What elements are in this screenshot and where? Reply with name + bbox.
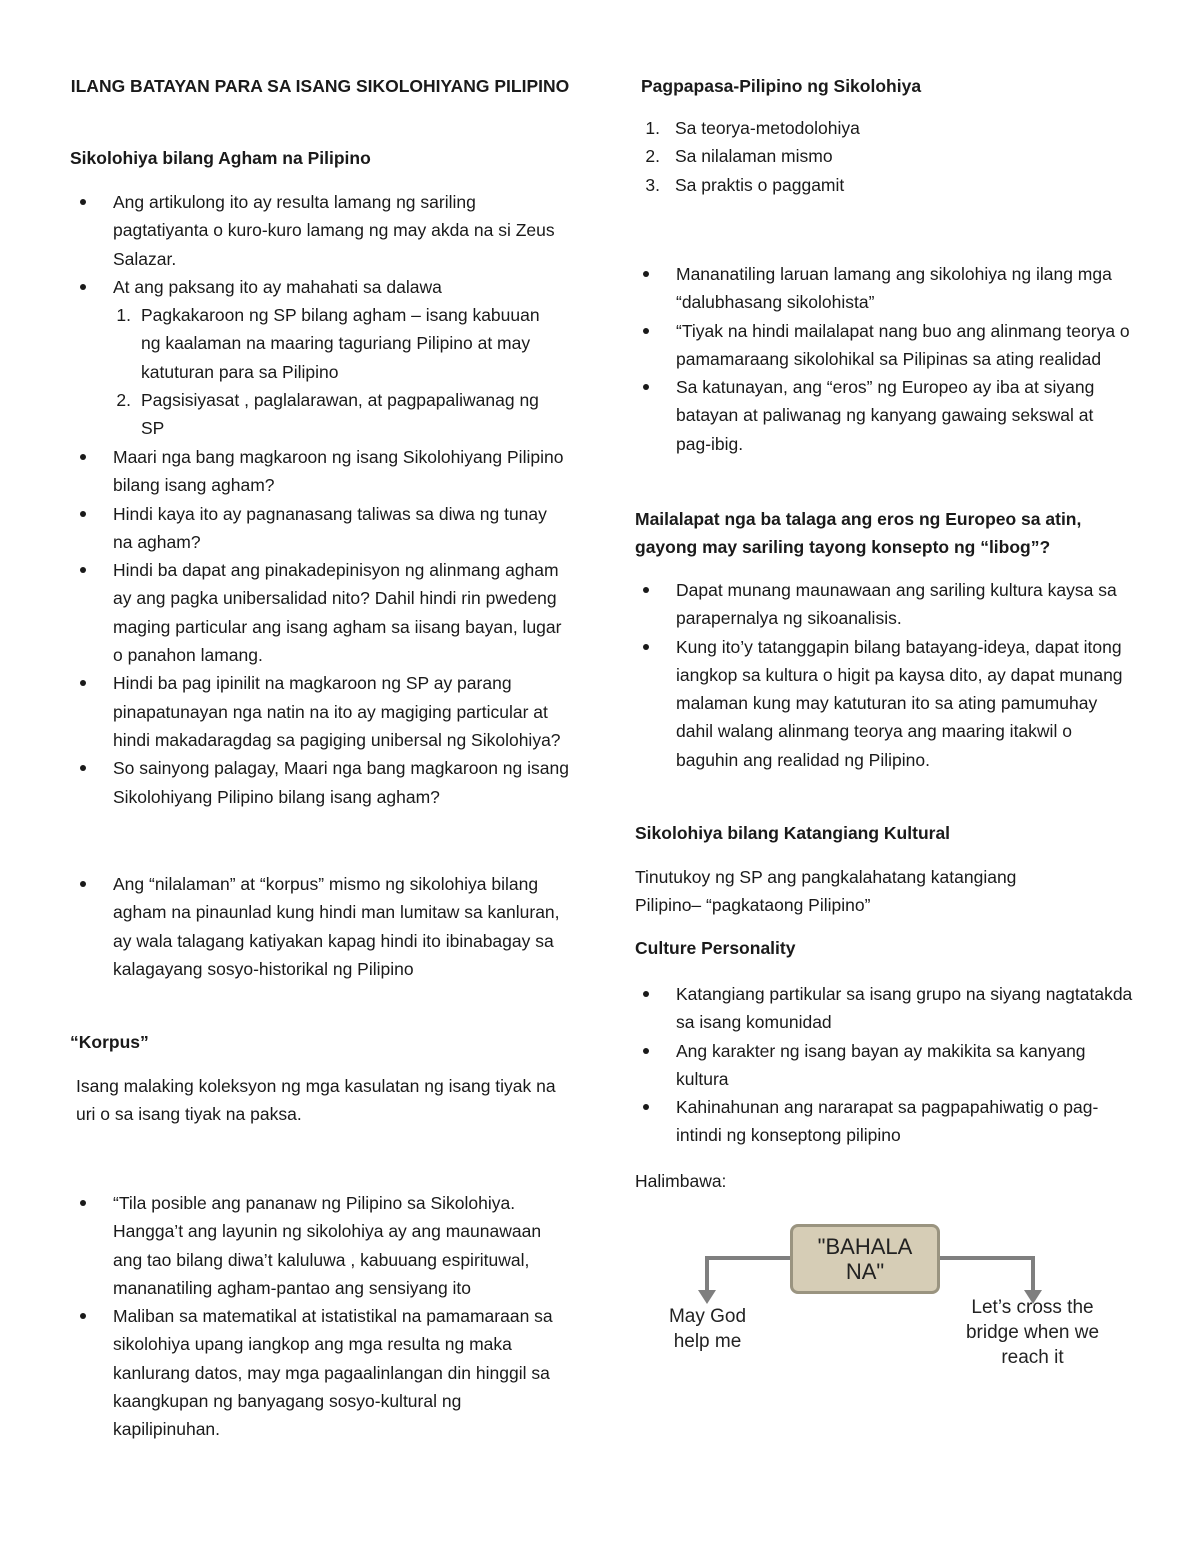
list-item: 3. Sa praktis o paggamit <box>645 174 845 195</box>
list-item: Katangiang partikular sa isang grupo na siyang nagtatakda sa isang komunidad <box>633 980 1133 1037</box>
list-item: Hindi ba dapat ang pinakadepinisyon ng alinmang agham ay ang pagka unibersalidad nito? Dahil hindi rin pwedeng maging particular ang isang agham sa iisang bayan, lugar o panahon lamang. <box>70 556 570 669</box>
list-item: Mananatiling laruan lamang ang sikolohiya ng ilang mga “dalubhasang sikolohista” <box>633 260 1133 317</box>
left-arrow-line <box>707 1258 790 1292</box>
list-item: Sa katunayan, ang “eros” ng Europeo ay iba at siyang batayan at paliwanag ng kanyang gawaing sekswal at pag-ibig. <box>633 373 1133 458</box>
bullet-list-intro <box>70 188 570 301</box>
heading-agham: Sikolohiya bilang Agham na Pilipino <box>70 148 371 168</box>
list-item: Ang karakter ng isang bayan ay makikita sa kanyang kultura <box>633 1037 1133 1094</box>
list-item: Ang artikulong ito ay resulta lamang ng sariling pagtatiyanta o kuro-kuro lamang ng may akda na si Zeus Salazar. <box>70 188 570 273</box>
heading-culture-personality: Culture Personality <box>635 938 796 958</box>
list-item: Hindi ba pag ipinilit na magkaroon ng SP ay parang pinapatunayan nga natin na ito ay magiging particular at hindi makadaragdag sa pagiging unibersal ng Sikolohiya? <box>70 669 570 754</box>
list-item: Maliban sa matematikal at istatistikal na pamamaraan sa sikolohiya upang iangkop ang mga resulta ng maka kanlurang datos, may mga pagaalinlangan din hinggil sa kaangkupan ng banyagang sosyo-kultural ng kapilipinuhan. <box>70 1302 570 1443</box>
bahala-na-diagram <box>655 1222 1125 1382</box>
bullet-list-pananaw <box>70 1189 570 1444</box>
list-item: Dapat munang maunawaan ang sariling kultura kaysa sa parapernalya ng sikoanalisis. <box>633 576 1133 633</box>
bullet-list-kultura <box>633 576 1133 774</box>
right-arrow-line <box>940 1258 1033 1292</box>
list-item: Kahinahunan ang nararapat sa pagpapahiwatig o pag-intindi ng konseptong pilipino <box>633 1093 1133 1150</box>
bahala-na-box: "BAHALA NA" <box>790 1224 940 1294</box>
numbered-list-pagpapasa <box>632 114 1132 199</box>
list-item: 1. Pagkakaroon ng SP bilang agham – isang kabuuan ng kaalaman na maaring taguriang Pilipino at may katuturan para sa Pilipino <box>116 305 540 382</box>
heading-katangiang-kultural: Sikolohiya bilang Katangiang Kultural <box>635 823 951 843</box>
list-item: 1. Sa teorya-metodolohiya <box>645 118 860 138</box>
heading-eros: Mailalapat nga ba talaga ang eros ng Europeo sa atin, gayong may sariling tayong konsepto ng “libog”? <box>635 509 1082 557</box>
numbered-sublist <box>113 301 563 442</box>
list-item: Ang “nilalaman” at “korpus” mismo ng sikolohiya bilang agham na pinaunlad kung hindi man lumitaw sa kanluran, ay wala talagang katiyakan kapag hindi ito ibinabagay sa kalagayang sosyo-historikal ng Pilipino <box>70 870 570 983</box>
left-label: May God help me <box>668 1306 747 1352</box>
list-item: “Tiyak na hindi mailalapat nang buo ang alinmang teorya o pamamaraang sikolohikal sa Pilipinas sa ating realidad <box>633 317 1133 374</box>
list-item: 2. Sa nilalaman mismo <box>645 146 833 167</box>
list-item: So sainyong palagay, Maari nga bang magkaroon ng isang Sikolohiyang Pilipino bilang isang agham? <box>70 754 570 811</box>
list-item: Maari nga bang magkaroon ng isang Sikolohiyang Pilipino bilang isang agham? <box>70 443 570 500</box>
bullet-list-questions <box>70 443 570 811</box>
bullet-list-nilalaman <box>70 870 570 983</box>
kultural-text: Tinutukoy ng SP ang pangkalahatang katangiang Pilipino– “pagkataong Pilipino” <box>635 867 1017 916</box>
list-item: Kung ito’y tatanggapin bilang batayang-ideya, dapat itong iangkop sa kultura o higit pa kaysa dito, ay dapat munang malaman kung may katuturan ito sa ating pamumuhay dahil walang alinmang teorya ang maaring itakwil o baguhin ang realidad ng Pilipino. <box>633 633 1133 774</box>
document-title: ILANG BATAYAN PARA SA ISANG SIKOLOHIYANG PILIPINO <box>70 76 570 96</box>
right-label: Let’s cross the bridge when we reach it <box>965 1297 1100 1368</box>
heading-pagpapasa: Pagpapasa-Pilipino ng Sikolohiya <box>641 76 922 96</box>
halimbawa-label: Halimbawa: <box>635 1171 727 1191</box>
list-item: 2. Pagsisiyasat , paglalarawan, at pagpapaliwanag ng SP <box>116 389 539 439</box>
korpus-definition: Isang malaking koleksyon ng mga kasulatan ng isang tiyak na uri o sa isang tiyak na paksa. <box>76 1076 556 1125</box>
bullet-list-culture <box>633 980 1133 1150</box>
bullet-list-laruan <box>633 260 1133 458</box>
left-arrow-head <box>698 1290 716 1304</box>
list-item: At ang paksang ito ay mahahati sa dalawa <box>70 273 570 301</box>
list-item: Hindi kaya ito ay pagnanasang taliwas sa diwa ng tunay na agham? <box>70 500 570 557</box>
heading-korpus: “Korpus” <box>70 1032 149 1052</box>
list-item: “Tila posible ang pananaw ng Pilipino sa Sikolohiya. Hangga’t ang layunin ng sikolohiya ay ang maunawaan ang tao bilang diwa’t kaluluwa , kabuuang espirituwal, mananatiling agham-pantao ang sensiyang ito <box>70 1189 570 1302</box>
